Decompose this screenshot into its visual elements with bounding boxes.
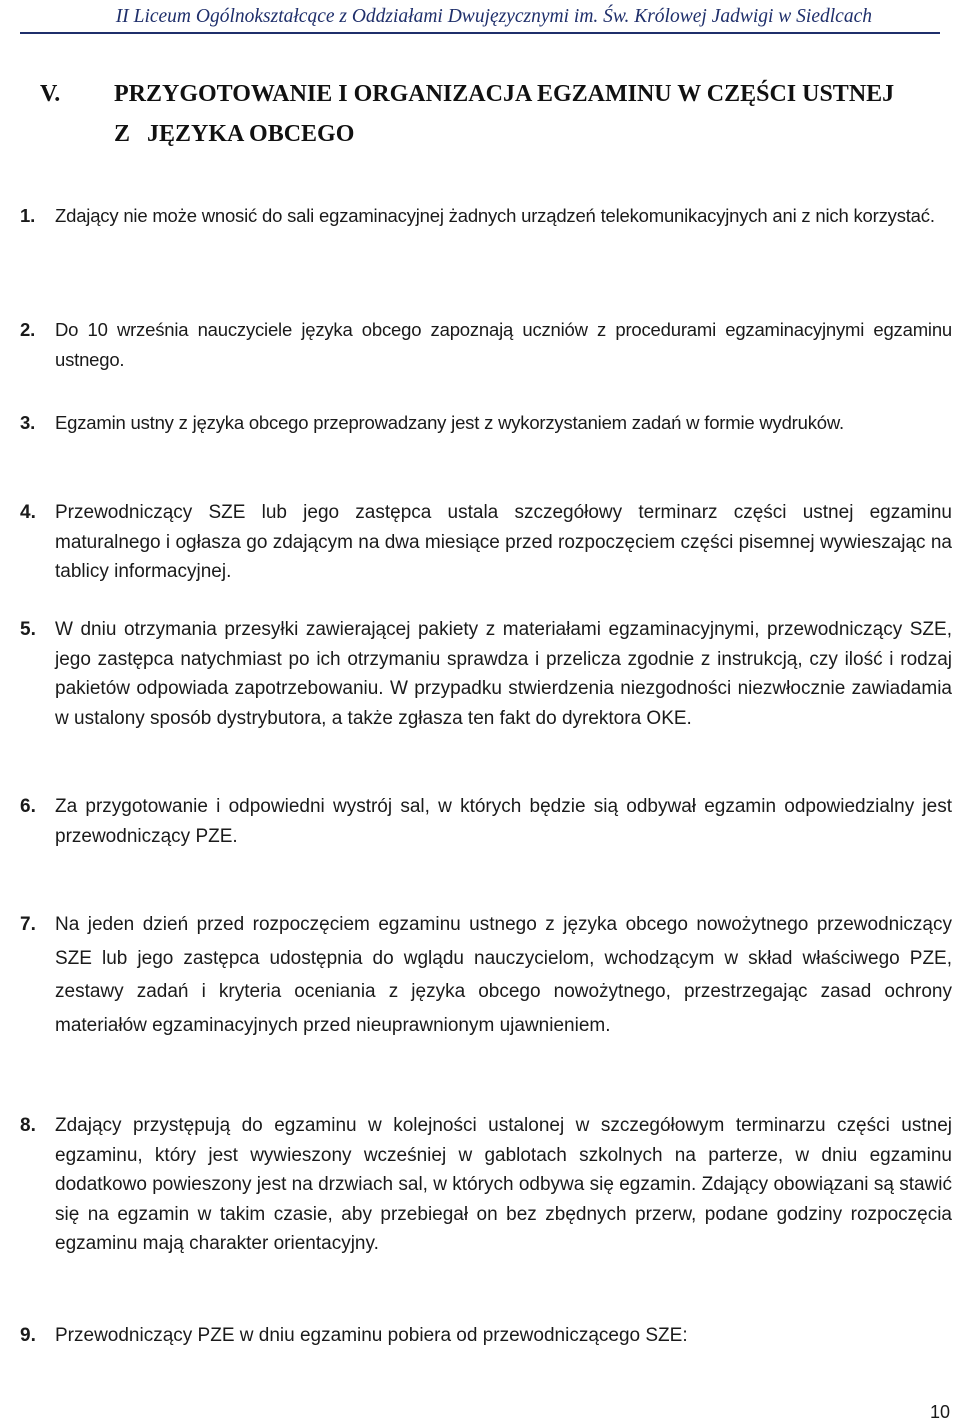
header-rule	[20, 32, 940, 34]
item-number: 4.	[20, 502, 36, 523]
item-text: Zdający przystępują do egzaminu w kolejności ustalonej w szczegółowym terminarzu części ustnej egzaminu, który jest wywieszony wcześniej w gablotach szkolnych na parterze, w dniu egzaminu dodatkowo powieszony jest na drzwiach sal, w których odbywa się egzamin. Zdający obowiązani są stawić się na egzamin w takim czasie, aby przebiegał on bez zbędnych przerw, podane godziny rozpoczęcia egzaminu mają charakter orientacyjny.	[55, 1115, 952, 1254]
item-number: 1.	[20, 205, 36, 226]
item-text: Egzamin ustny z języka obcego przeprowadzany jest z wykorzystaniem zadań w formie wydruków.	[55, 412, 844, 433]
list-item-6	[20, 792, 952, 851]
item-text: W dniu otrzymania przesyłki zawierającej pakiety z materiałami egzaminacyjnymi, przewodniczący SZE, jego zastępca natychmiast po ich otrzymaniu sprawdza i przelicza zgodnie z instrukcją, czy ilość i rodzaj pakietów odpowiada zapotrzebowaniu. W przypadku stwierdzenia niezgodności niezwłocznie zawiadamia w ustalony sposób dystrybutora, a także zgłasza ten fakt do dyrektora OKE.	[55, 619, 952, 729]
section-heading	[40, 74, 894, 154]
item-text: Na jeden dzień przed rozpoczęciem egzaminu ustnego z języka obcego nowożytnego przewodniczący SZE lub jego zastępca udostępnia do wglądu nauczycielom, wchodzącym w skład właściwego PZE, zestawy zadań i kryteria oceniania z języka obcego nowożytnego, przestrzegając zasad ochrony materiałów egzaminacyjnych przed nieuprawnionym ujawnieniem.	[55, 914, 952, 1036]
section-title-line1: PRZYGOTOWANIE I ORGANIZACJA EGZAMINU W CZĘŚCI USTNEJ	[114, 81, 895, 107]
section-heading-line1	[40, 74, 894, 114]
item-text: Za przygotowanie i odpowiedni wystrój sal, w których będzie sią odbywał egzamin odpowiedzialny jest przewodniczący PZE.	[55, 796, 952, 847]
list-item-5	[20, 615, 952, 733]
item-number: 8.	[20, 1115, 36, 1136]
item-number: 6.	[20, 796, 36, 817]
section-title-line2-a: Z	[114, 121, 131, 147]
header-text: II Liceum Ogólnokształcące z Oddziałami Dwujęzycznymi im. Św. Królowej Jadwigi w Siedlcach	[115, 6, 872, 27]
list-item-4	[20, 498, 952, 587]
item-number: 2.	[20, 319, 36, 340]
list-item-8	[20, 1111, 952, 1259]
list-item-9	[20, 1321, 952, 1351]
list-item-7	[20, 908, 952, 1042]
list-item-3	[20, 408, 952, 438]
page-number: 10	[929, 1402, 950, 1422]
item-text: Zdający nie może wnosić do sali egzaminacyjnej żadnych urządzeń telekomunikacyjnych ani z nich korzystać.	[55, 205, 935, 226]
list-item-2	[20, 315, 952, 374]
item-text: Przewodniczący PZE w dniu egzaminu pobiera od przewodniczącego SZE:	[55, 1325, 688, 1346]
item-number: 5.	[20, 619, 36, 640]
page-header	[0, 4, 960, 30]
list-item-1	[20, 201, 952, 231]
section-heading-line2	[40, 114, 894, 154]
section-title-line2-b: JĘZYKA OBCEGO	[147, 121, 355, 147]
section-number: V.	[40, 81, 61, 107]
item-number: 3.	[20, 412, 36, 433]
item-text: Do 10 września nauczyciele języka obcego zapoznają uczniów z procedurami egzaminacyjnymi egzaminu ustnego.	[55, 319, 952, 370]
item-text: Przewodniczący SZE lub jego zastępca ustala szczegółowy terminarz części ustnej egzaminu maturalnego i ogłasza go zdającym na dwa miesiące przed rozpoczęciem części pisemnej wywieszając na tablicy informacyjnej.	[55, 502, 952, 582]
item-number: 9.	[20, 1325, 36, 1346]
item-number: 7.	[20, 914, 36, 935]
